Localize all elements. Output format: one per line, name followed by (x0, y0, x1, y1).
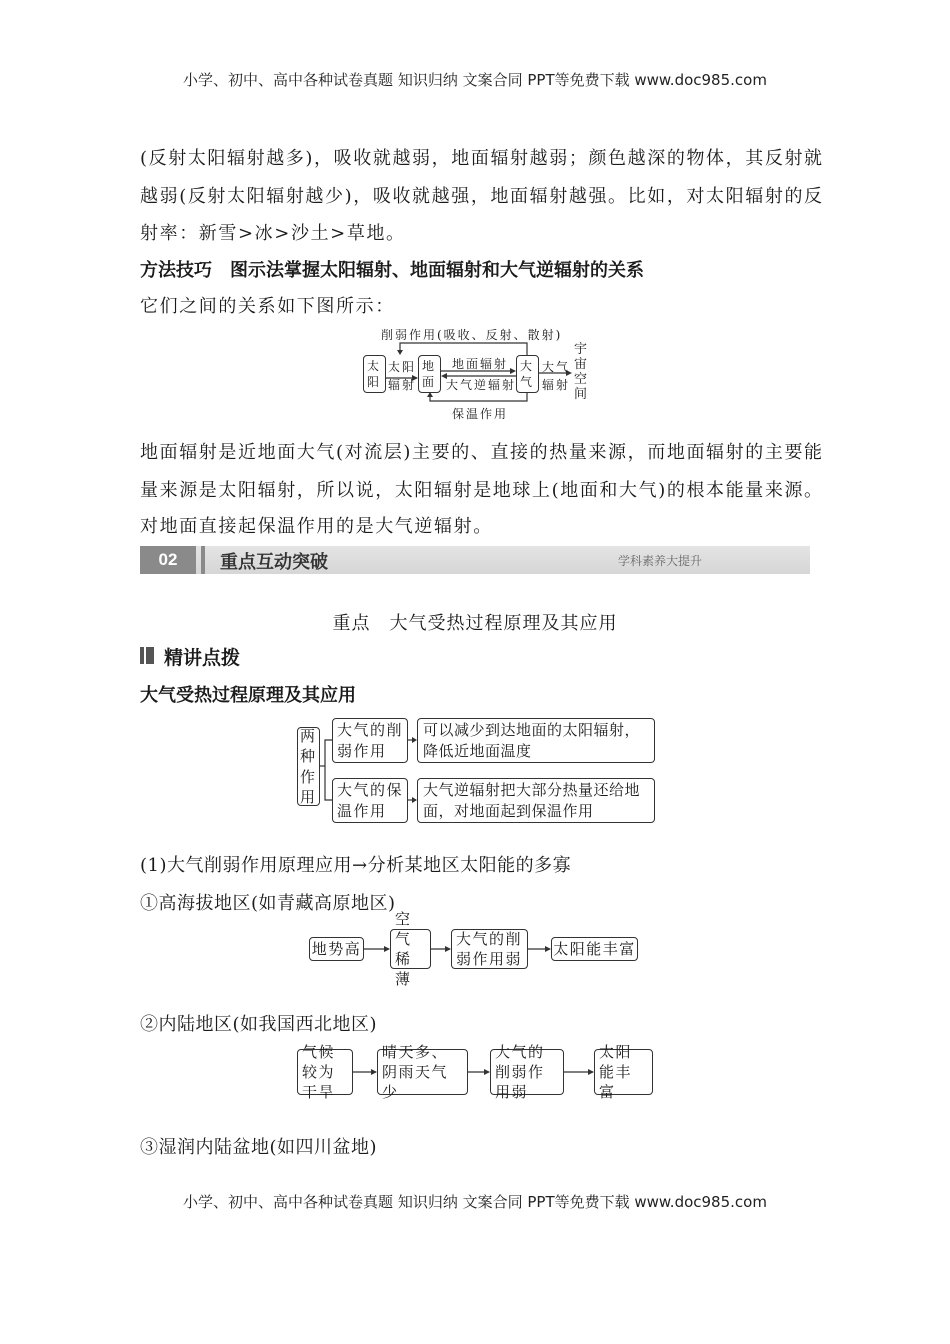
point-1: (1)大气削弱作用原理应用→分析某地区太阳能的多寡 (140, 855, 572, 876)
section-subtitle: 学科素养大提升 (618, 554, 703, 568)
root-box: 两种作用 (297, 727, 320, 806)
topic-title: 大气受热过程原理及其应用 (140, 685, 356, 706)
case-3-title: ③湿润内陆盆地(如四川盆地) (140, 1137, 378, 1158)
page-header: 小学、初中、高中各种试卷真题 知识归纳 文案合同 PPT等免费下载 www.doc985.com (183, 71, 767, 89)
paragraph-line: (反射太阳辐射越多)，吸收就越弱，地面辐射越弱；颜色越深的物体，其反射就 (140, 148, 824, 169)
sub-heading: 精讲点拨 (164, 647, 241, 669)
method-title: 方法技巧 图示法掌握太阳辐射、地面辐射和大气逆辐射的关系 (140, 260, 644, 281)
insulation-label: 保温作用 (452, 407, 509, 421)
chain1-step: 大气的削弱作用弱 (451, 929, 528, 969)
chain2-step: 气候较为干旱 (297, 1049, 353, 1095)
page-footer: 小学、初中、高中各种试卷真题 知识归纳 文案合同 PPT等免费下载 www.doc985.com (183, 1193, 767, 1211)
section-number: 02 (140, 546, 196, 574)
paragraph-line: 对地面直接起保温作用的是大气逆辐射。 (140, 516, 493, 537)
atmos-radiation-label: 大气辐射 (542, 360, 571, 392)
paragraph-line: 射率：新雪>冰>沙土>草地。 (140, 223, 406, 244)
chain1-step: 太阳能丰富 (551, 937, 638, 961)
insulation-desc-box: 大气逆辐射把大部分热量还给地面，对地面起到保温作用 (417, 778, 655, 823)
weakening-box: 大气的削弱作用 (332, 718, 408, 763)
paragraph-line: 越弱(反射太阳辐射越少)，吸收就越强，地面辐射越强。比如，对太阳辐射的反 (140, 186, 824, 207)
space-label: 宇宙空间 (574, 342, 590, 402)
paragraph-line: 量来源是太阳辐射，所以说，太阳辐射是地球上(地面和大气)的根本能量来源。 (140, 480, 824, 501)
case-2-title: ②内陆地区(如我国西北地区) (140, 1014, 378, 1035)
chain1-step: 空气稀薄 (390, 929, 431, 969)
chain2-step: 晴天多、阴雨天气少 (377, 1049, 468, 1095)
solar-radiation-label: 太阳辐射 (388, 360, 417, 392)
ground-box: 地面 (418, 355, 441, 393)
section-title: 重点互动突破 (220, 552, 328, 573)
key-title: 重点 大气受热过程原理及其应用 (332, 613, 618, 634)
insulation-box: 大气的保温作用 (332, 778, 408, 823)
chain2-step: 太阳能丰富 (594, 1049, 653, 1095)
method-intro: 它们之间的关系如下图所示： (140, 296, 395, 317)
case-1-title: ①高海拔地区(如青藏高原地区) (140, 893, 396, 914)
paragraph-line: 地面辐射是近地面大气(对流层)主要的、直接的热量来源，而地面辐射的主要能 (140, 442, 824, 463)
chain2-step: 大气的削弱作用弱 (490, 1049, 564, 1095)
chain1-step: 地势高 (309, 937, 364, 961)
weakening-label: 削弱作用(吸收、反射、散射) (381, 328, 563, 342)
weakening-desc-box: 可以减少到达地面的太阳辐射，降低近地面温度 (417, 718, 655, 763)
atmosphere-box: 大气 (516, 355, 539, 393)
ground-radiation-label: 地面辐射 (452, 357, 509, 371)
sun-box: 太阳 (363, 355, 386, 393)
counter-radiation-label: 大气逆辐射 (446, 378, 517, 392)
